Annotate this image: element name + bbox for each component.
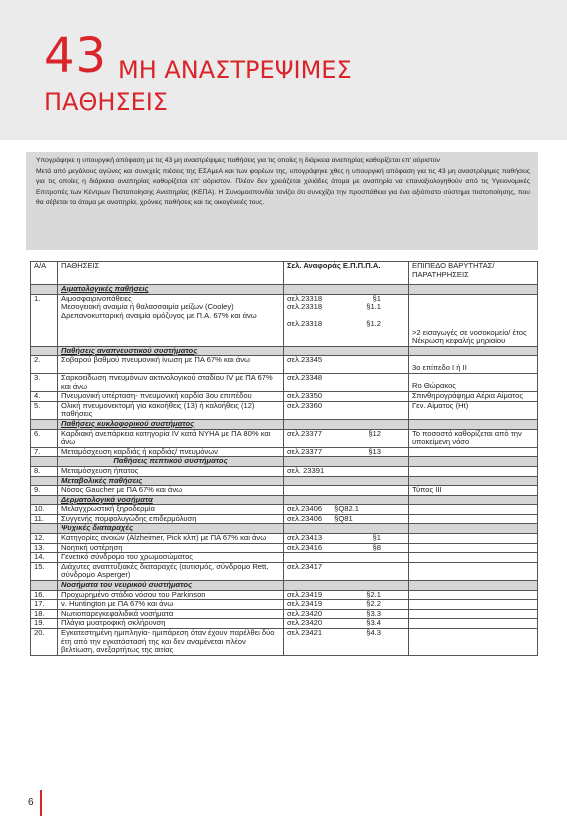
ref-page: σελ.23377 — [287, 428, 323, 438]
ref-section: §8 — [372, 542, 381, 552]
chapter-title-line1: ΜΗ ΑΝΑΣΤΡΕΨΙΜΕΣ — [118, 56, 352, 84]
intro-paragraph-2: Μετά από μεγάλους αγώνες και συνεχείς πιέσεις της ΕΣΑμεΑ και των φορέων της, υπογράφηκε χθες η υπουργική απόφαση για τις 43 μη αναστρέψιμες παθήσεις για τις οποίες η διάρκεια αναπηρίας καθορίζεται επ' αόριστον. Πλέον δεν χρειάζεται χιλιάδες άτομα με αναπηρία να επαναξιολογηθούν από τις Υγειονομικές Επιτροπές των Κέντρων Πιστοποίησης Αναπηρίας (ΚΕΠΑ). Η Συνομοσπονδία τονίζει ότι συνεχίζει την προσπάθεια για ένα αξιόπιστο σύστημα πιστοποίησης, που θα σέβεται τα άτομα με αναπηρία, χρόνιες παθήσεις και τις οικογένειές τους. — [36, 167, 530, 207]
condition-text: Μεταμόσχευση ήπατος — [58, 466, 284, 476]
ref-page: σελ.23406 — [287, 504, 323, 514]
section-title: Ψυχικές διαταραχές — [58, 524, 284, 534]
row-number: 13. — [31, 543, 58, 553]
condition-text: Πνευμονική υπέρταση- πνευμονική καρδία 3ου επιπέδου — [58, 392, 284, 402]
intro-paragraph-1: Υπογράφηκε η υπουργική απόφαση με τις 43 μη αναστρέψιμες παθήσεις για τις οποίες η διάρκεια αναπηρίας καθορίζεται επ' αόριστον — [36, 157, 440, 164]
severity-note: Τύπος ΙΙΙ — [409, 486, 538, 496]
condition-text: Αιμοσφαιρινοπάθειες — [61, 293, 132, 303]
section-title: Παθήσεις αναπνευστικού συστήματος — [58, 346, 284, 356]
ref-page: σελ.23360 — [284, 401, 409, 419]
row-number: 7. — [31, 447, 58, 457]
row-number: 10. — [31, 505, 58, 515]
condition-text: Νωτιοπαρεγκεφαλιδικά νοσήματα — [58, 609, 284, 619]
header-aa: Α/Α — [31, 262, 58, 285]
ref-page: σελ.23377 — [287, 446, 323, 456]
row-number: 8. — [31, 466, 58, 476]
section-title: Αιματολογικές παθήσεις — [58, 285, 284, 295]
ref-section: §Q82.1 — [334, 504, 360, 514]
section-title: Μεταβολικές παθήσεις — [58, 476, 284, 486]
ref-section: §1.1 — [366, 302, 381, 312]
ref-section: §3.3 — [366, 608, 381, 618]
section-row — [31, 285, 538, 295]
conditions-table — [30, 261, 538, 656]
ref-page: σελ.23420 — [287, 608, 323, 618]
condition-text: Σοβαρού βαθμού πνευμονική ίνωση με ΠΑ 67% και άνω — [58, 356, 284, 374]
ref-page: σελ.23419 — [287, 589, 323, 599]
row-number: 19. — [31, 619, 58, 629]
ref-page: σελ.23419 — [287, 599, 323, 609]
severity-note: Σπινθηρογράφημα Αέρια Αίματος — [409, 392, 538, 402]
severity-note: 3ο επίπεδο Ι ή ΙΙ — [412, 363, 467, 373]
row-number: 3. — [31, 373, 58, 391]
ref-section: §Q81 — [334, 513, 353, 523]
row-number: 18. — [31, 609, 58, 619]
table-row — [31, 429, 538, 447]
chapter-title-line2: ΠΑΘΗΣΕΙΣ — [44, 88, 168, 116]
condition-text: Μεταμόσχευση καρδιάς ή καρδιάς/ πνευμόνων — [58, 447, 284, 457]
condition-text: Διάχυτες αναπτυξιακές διαταραχές (αυτισμός, σύνδρομο Rett, σύνδρομο Asperger) — [58, 562, 284, 580]
ref-page: σελ.23318 — [287, 302, 323, 312]
section-title: Παθήσεις κυκλοφορικού συστήματος — [58, 419, 284, 429]
table-row — [31, 401, 538, 419]
condition-text: Σαρκοείδωση πνευμόνων ακτινολογικού σταδίου IV με ΠΑ 67% και άνω — [58, 373, 284, 391]
severity-cell — [409, 356, 538, 374]
ref-section: §1 — [372, 293, 381, 303]
table-row — [31, 486, 538, 496]
table-row — [31, 392, 538, 402]
condition-text: Εγκατεστημένη ημιπληγία- ημιπάρεση όταν έχουν παρέλθει δύο έτη από την εγκατάστασή της και δεν αναμένεται πλέον βελτίωση, ανεξαρτήτως της αιτίας — [58, 629, 284, 656]
section-title: Νοσήματα του νευρικού συστήματος — [58, 581, 284, 591]
table-row — [31, 629, 538, 656]
table-row — [31, 505, 538, 515]
table-row — [31, 534, 538, 544]
ref-page: σελ.23318 — [287, 319, 323, 329]
ref-page: σελ.23413 — [287, 533, 323, 543]
condition-text: ν. Huntington με ΠΑ 67% και άνω — [58, 600, 284, 610]
ref-page: σελ.23318 — [287, 293, 323, 303]
row-number: 9. — [31, 486, 58, 496]
row-number: 20. — [31, 629, 58, 656]
ref-page: σελ.23348 — [284, 373, 409, 391]
row-number: 16. — [31, 590, 58, 600]
ref-page: σελ. 23391 — [284, 466, 409, 476]
severity-note: Το ποσοστό καθορίζεται από την υποκείμενη νόσο — [409, 429, 538, 447]
ref-section: §13 — [368, 446, 381, 456]
page-header — [0, 0, 567, 140]
condition-text: Νοητική υστέρηση — [58, 543, 284, 553]
intro-box — [26, 152, 538, 250]
ref-section: §4.3 — [366, 628, 381, 637]
footer-accent-bar — [40, 790, 42, 816]
row-number: 5. — [31, 401, 58, 419]
header-severity: ΕΠΙΠΕΔΟ ΒΑΡΥΤΗΤΑΣ/ ΠΑΡΑΤΗΡΗΣΕΙΣ — [409, 262, 538, 285]
page-number: 6 — [28, 797, 34, 808]
row-number: 1. — [31, 294, 58, 346]
row-number: 2. — [31, 356, 58, 374]
ref-section: §2.2 — [366, 599, 381, 609]
table-row — [31, 466, 538, 476]
section-title: Παθήσεις πεπτικού συστήματος — [58, 457, 284, 467]
header-conditions: ΠΑΘΗΣΕΙΣ — [58, 262, 284, 285]
ref-page: σελ.23350 — [284, 392, 409, 402]
table-row — [31, 356, 538, 374]
table-header-row — [31, 262, 538, 285]
condition-text: Καρδιακή ανεπάρκεια κατηγορία IV κατά ΝΥΗΑ με ΠΑ 80% και άνω — [58, 429, 284, 447]
section-row — [31, 457, 538, 467]
condition-text: Νόσος Gaucher με ΠΑ 67% και άνω — [58, 486, 284, 496]
row-number: 6. — [31, 429, 58, 447]
condition-text: Γενετικό σύνδρομο του χρωμοσώματος — [58, 553, 284, 563]
ref-section: §1 — [372, 533, 381, 543]
row-number: 14. — [31, 553, 58, 563]
row-number: 15. — [31, 562, 58, 580]
condition-text: Κατηγορίες ανοιών (Alzheimer, Pick κλπ) με ΠΑ 67% και άνω — [58, 534, 284, 544]
ref-section: §2.1 — [366, 589, 381, 599]
row-number: 17. — [31, 600, 58, 610]
severity-note: Ro Θώρακος — [412, 380, 456, 390]
condition-text: Πλάγια μυατροφική σκλήρυνση — [58, 619, 284, 629]
row-number: 4. — [31, 392, 58, 402]
table-row — [31, 447, 538, 457]
section-row — [31, 581, 538, 591]
table-row — [31, 294, 538, 346]
ref-page: σελ.23421 — [287, 628, 323, 637]
section-title: Δερματολογικά νοσήματα — [58, 495, 284, 505]
chapter-number: 43 — [44, 28, 108, 84]
ref-page: σελ.23420 — [287, 618, 323, 628]
severity-cell — [409, 294, 538, 346]
table-row — [31, 600, 538, 610]
ref-page: σελ.23345 — [284, 356, 409, 374]
ref-section: §3.4 — [366, 618, 381, 628]
table-row — [31, 553, 538, 563]
severity-cell — [409, 373, 538, 391]
condition-text: Μελαγχρωστική ξηροδερμία — [58, 505, 284, 515]
row-number: 12. — [31, 534, 58, 544]
condition-text: Δρεπανοκυτταρική αναιμία ομόζυγος με Π.Α. 67% και άνω — [61, 310, 257, 320]
header-ref: Σελ. Αναφοράς Ε.Π.Π.Π.Α. — [284, 262, 409, 285]
ref-section: §1.2 — [366, 319, 381, 329]
ref-page: σελ.23416 — [287, 542, 323, 552]
table-row — [31, 562, 538, 580]
condition-text: Μεσογειακή αναιμία ή θαλασσαιμία μείζων (Cooley) — [61, 302, 234, 312]
section-row — [31, 419, 538, 429]
severity-note: >2 εισαγωγές σε νοσοκομείο/ έτος Νέκρωση κεφαλής μηριαίου — [412, 327, 527, 346]
ref-page: σελ.23417 — [284, 562, 409, 580]
row-number: 11. — [31, 514, 58, 524]
ref-cell — [284, 294, 409, 346]
condition-text: Προχωρημένο στάδιο νόσου του Parkinson — [58, 590, 284, 600]
severity-note: Γεν. Αίματος (Ht) — [409, 401, 538, 419]
ref-section: §12 — [368, 428, 381, 438]
table-row — [31, 373, 538, 391]
condition-cell — [58, 294, 284, 346]
ref-page: σελ.23406 — [287, 513, 323, 523]
condition-text: Ολική πνευμονεκτομή για κακοήθεις (13) ή καλοήθεις (12) παθήσεις — [58, 401, 284, 419]
condition-text: Συγγενής πομφολυγώδης επιδερμόλυση — [58, 514, 284, 524]
